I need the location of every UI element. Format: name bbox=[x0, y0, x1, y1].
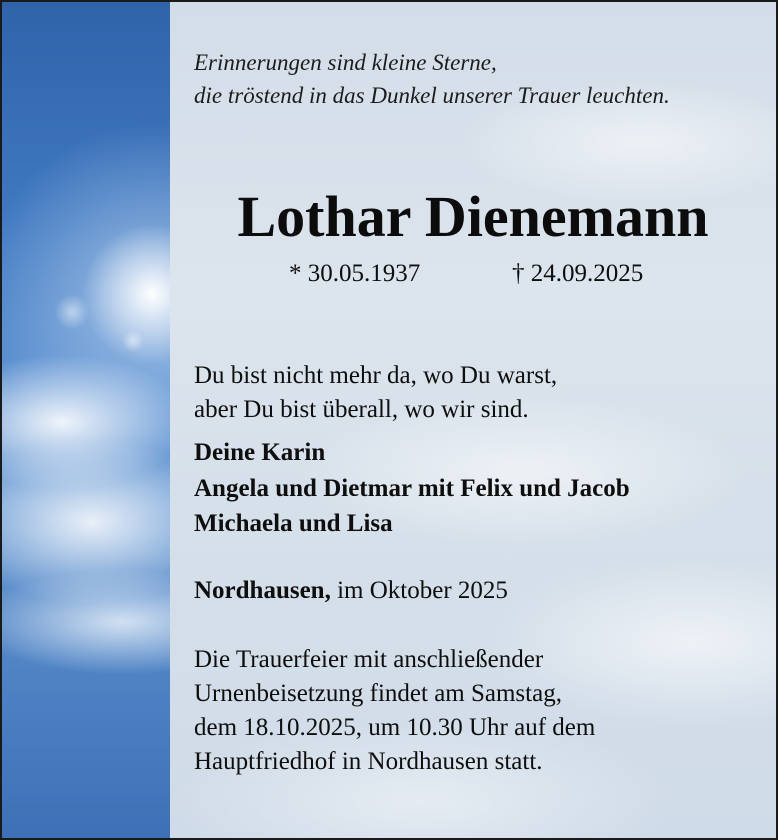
sun-glare bbox=[54, 294, 90, 330]
verse-line: Du bist nicht mehr da, wo Du warst, bbox=[194, 362, 558, 389]
mourners-list bbox=[194, 435, 630, 542]
quote-line: Erinnerungen sind kleine Sterne, bbox=[194, 50, 497, 75]
memorial-quote bbox=[194, 46, 764, 112]
ceremony-line: Hauptfriedhof in Nordhausen statt. bbox=[194, 748, 543, 775]
sky-sun-image bbox=[2, 2, 170, 838]
birth-date: * 30.05.1937 bbox=[289, 260, 421, 287]
ceremony-line: Urnenbeisetzung findet am Samstag, bbox=[194, 680, 562, 707]
mourner-entry: Angela und Dietmar mit Felix und Jacob bbox=[194, 474, 630, 502]
ceremony-info bbox=[194, 643, 595, 779]
verse bbox=[194, 359, 557, 427]
place-and-date bbox=[194, 574, 508, 608]
verse-line: aber Du bist überall, wo wir sind. bbox=[194, 396, 529, 423]
place-date: im Oktober 2025 bbox=[330, 577, 508, 604]
ceremony-line: dem 18.10.2025, um 10.30 Uhr auf dem bbox=[194, 714, 596, 741]
ceremony-line: Die Trauerfeier mit anschließender bbox=[194, 646, 544, 673]
mourner-entry: Deine Karin bbox=[194, 439, 326, 466]
mourner-entry: Michaela und Lisa bbox=[194, 510, 393, 537]
death-date: † 24.09.2025 bbox=[512, 260, 644, 287]
quote-line: die tröstend in das Dunkel unserer Trauer leuchten. bbox=[194, 83, 670, 108]
sun-glare bbox=[122, 330, 144, 352]
deceased-name: Lothar Dienemann bbox=[237, 184, 709, 249]
place-city: Nordhausen, bbox=[194, 577, 331, 604]
